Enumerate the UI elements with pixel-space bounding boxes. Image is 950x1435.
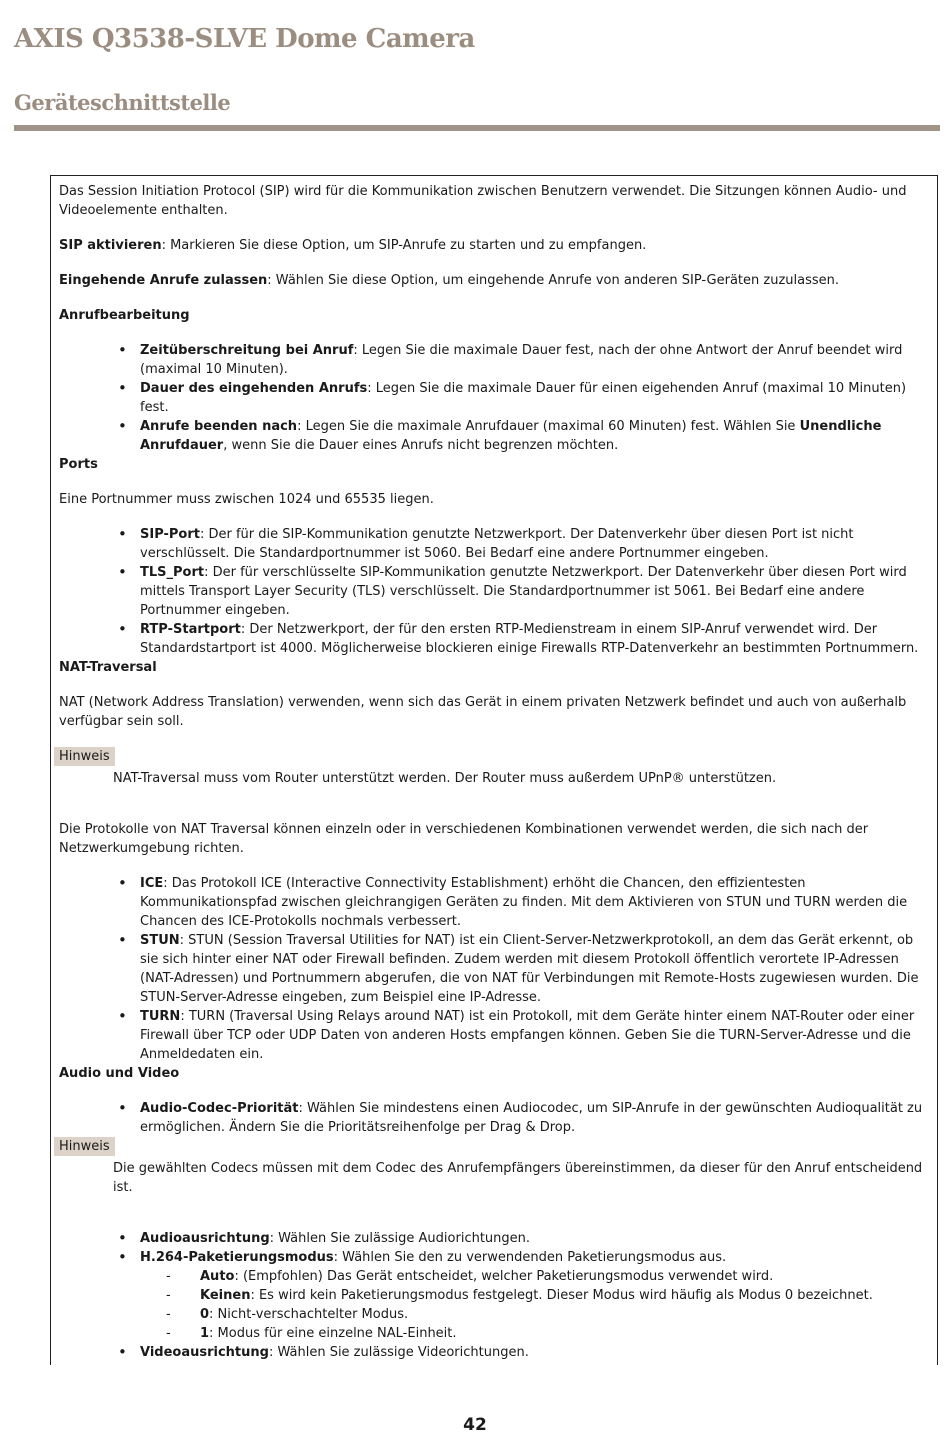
term: Keinen — [200, 1288, 251, 1303]
packetization-modes-list — [140, 1267, 934, 1343]
ports-list — [59, 525, 934, 658]
term: Unendliche Anrufdauer — [140, 419, 882, 453]
desc: : TURN (Traversal Using Relays around NAT) ist ein Protokoll, mit dem Geräte hinter einem NAT-Router oder einer Firewall über TCP oder UDP Daten von anderen Hosts empfangen können. Geben Sie die TURN-Server-Adresse und die Anmeldedaten ein. — [140, 1009, 915, 1062]
list-item — [140, 341, 934, 379]
ports-heading: Ports — [59, 457, 98, 472]
term: 1 — [200, 1326, 210, 1341]
desc: : Wählen Sie den zu verwendenden Paketierungsmodus aus. — [333, 1250, 727, 1265]
section-title: Geräteschnittstelle — [14, 90, 231, 115]
incoming-calls-paragraph — [59, 271, 934, 290]
desc: : Es wird kein Paketierungsmodus festgelegt. Dieser Modus wird häufig als Modus 0 bezeichnet. — [250, 1288, 873, 1303]
term: Audio-Codec-Priorität — [140, 1101, 299, 1116]
term: Anrufe beenden nach — [140, 419, 298, 434]
desc: : Der für die SIP-Kommunikation genutzte Netzwerkport. Der Datenverkehr über diesen Port ist nicht verschlüsselt. Die Standardportnummer ist 5060. Bei Bedarf eine andere Portnummer eingeben. — [140, 527, 854, 561]
list-item — [140, 1343, 934, 1362]
list-item — [200, 1286, 934, 1305]
term: SIP-Port — [140, 527, 200, 542]
nat-intro: NAT (Network Address Translation) verwenden, wenn sich das Gerät in einem privaten Netzwerk befindet und auch von außerhalb verfügbar sein soll. — [59, 695, 907, 729]
term: TURN — [140, 1009, 181, 1024]
codec-note — [59, 1137, 934, 1197]
audio-video-heading: Audio und Video — [59, 1066, 180, 1081]
desc: : Der für verschlüsselte SIP-Kommunikation genutzte Netzwerkport. Der Datenverkehr über diesen Port wird mittels Transport Layer Security (TLS) verschlüsselt. Die Standardportnummer ist 5061. Bei Bedarf eine andere Portnummer eingeben. — [140, 565, 907, 618]
term: ICE — [140, 876, 164, 891]
list-item — [140, 1229, 934, 1248]
nat-heading: NAT-Traversal — [59, 660, 157, 675]
desc: : Modus für eine einzelne NAL-Einheit. — [209, 1326, 457, 1341]
nat-note — [59, 747, 934, 788]
desc: : Markieren Sie diese Option, um SIP-Anrufe zu starten und zu empfangen. — [161, 238, 647, 253]
list-item — [140, 874, 934, 931]
desc: : STUN (Session Traversal Utilities for NAT) ist ein Client-Server-Netzwerkprotokoll, an dem das Gerät erkennt, ob sie sich hinter einer NAT oder Firewall befinden. Zudem werden mit diesem Protokoll öffentlich verortete IP-Adressen (NAT-Adressen) und Portnummern abgerufen, die von NAT für Verbindungen mit Remote-Hosts zugewiesen wurden. Die STUN-Server-Adresse eingeben, zum Beispiel eine IP-Adresse. — [140, 933, 919, 1005]
list-item — [140, 620, 934, 658]
ports-intro: Eine Portnummer muss zwischen 1024 und 65535 liegen. — [59, 492, 434, 507]
desc: : Der Netzwerkport, der für den ersten RTP-Medienstream in einem SIP-Anruf verwendet wird. Der Standardstartport ist 4000. Möglicherweise blockieren einige Firewalls RTP-Datenverkehr an bestimmten Portnummern. — [140, 622, 919, 656]
list-item — [140, 417, 934, 455]
desc: : Wählen Sie mindestens einen Audiocodec, um SIP-Anrufe in der gewünschten Audioqualität zu ermöglichen. Ändern Sie die Prioritätsreihenfolge per Drag & Drop. — [140, 1101, 923, 1135]
list-item — [140, 931, 934, 1007]
term: SIP aktivieren — [59, 238, 162, 253]
sip-intro: Das Session Initiation Protocol (SIP) wird für die Kommunikation zwischen Benutzern verwendet. Die Sitzungen können Audio- und Videoelemente enthalten. — [59, 184, 907, 218]
list-item — [140, 525, 934, 563]
audio-codec-list — [59, 1099, 934, 1137]
header-rule — [14, 125, 940, 131]
term: H.264-Paketierungsmodus — [140, 1250, 334, 1265]
call-handling-list — [59, 341, 934, 455]
desc: : Wählen Sie zulässige Videorichtungen. — [268, 1345, 529, 1360]
term: Dauer des eingehenden Anrufs — [140, 381, 368, 396]
desc: : Legen Sie die maximale Dauer für einen eigehenden Anruf (maximal 10 Minuten) fest. — [140, 381, 907, 415]
desc: : Wählen Sie diese Option, um eingehende Anrufe von anderen SIP-Geräten zuzulassen. — [267, 273, 840, 288]
nat-protocols-intro: Die Protokolle von NAT Traversal können einzeln oder in verschiedenen Kombinationen verwendet werden, die sich nach der Netzwerkumgebung richten. — [59, 822, 869, 856]
list-item — [140, 563, 934, 620]
desc: : Nicht-verschachtelter Modus. — [209, 1307, 409, 1322]
desc: , wenn Sie die Dauer eines Anrufs nicht begrenzen möchten. — [223, 438, 619, 453]
term: Eingehende Anrufe zulassen — [59, 273, 268, 288]
term: STUN — [140, 933, 180, 948]
term: Videoausrichtung — [140, 1345, 269, 1360]
note-text: Die gewählten Codecs müssen mit dem Codec des Anrufempfängers übereinstimmen, da dieser für den Anruf entscheidend ist. — [113, 1161, 923, 1195]
term: Audioausrichtung — [140, 1231, 270, 1246]
note-text: NAT-Traversal muss vom Router unterstützt werden. Der Router muss außerdem UPnP® unterstützen. — [113, 771, 777, 786]
list-item — [200, 1324, 934, 1343]
note-label: Hinweis — [54, 747, 115, 766]
term: TLS_Port — [140, 565, 205, 580]
term: Zeitüberschreitung bei Anruf — [140, 343, 354, 358]
desc: : Legen Sie die maximale Dauer fest, nach der ohne Antwort der Anruf beendet wird (maximal 10 Minuten). — [140, 343, 903, 377]
content-body — [59, 182, 934, 1362]
term: 0 — [200, 1307, 210, 1322]
list-item — [140, 379, 934, 417]
list-item — [140, 1007, 934, 1064]
nat-protocols-list — [59, 874, 934, 1064]
desc: : Das Protokoll ICE (Interactive Connectivity Establishment) erhöht die Chancen, den effizientesten Kommunikationspfad zwischen gleichrangigen Geräten zu finden. Mit dem Aktivieren von STUN und TURN werden die Chancen des ICE-Protokolls nochmals verbessert. — [140, 876, 908, 929]
list-item — [140, 1099, 934, 1137]
desc: : (Empfohlen) Das Gerät entscheidet, welcher Paketierungsmodus verwendet wird. — [234, 1269, 774, 1284]
desc: : Wählen Sie zulässige Audiorichtungen. — [269, 1231, 531, 1246]
list-item — [200, 1267, 934, 1286]
page-number: 42 — [463, 1415, 487, 1435]
list-item — [200, 1305, 934, 1324]
call-handling-heading: Anrufbearbeitung — [59, 308, 190, 323]
note-label: Hinweis — [54, 1137, 115, 1156]
term: Auto — [200, 1269, 235, 1284]
desc: : Legen Sie die maximale Anrufdauer (maximal 60 Minuten) fest. Wählen Sie — [297, 419, 800, 434]
document-title: AXIS Q3538-SLVE Dome Camera — [14, 24, 475, 54]
sip-enable-paragraph — [59, 236, 934, 255]
list-item — [140, 1248, 934, 1343]
audio-video-options-list — [59, 1229, 934, 1362]
term: RTP-Startport — [140, 622, 241, 637]
